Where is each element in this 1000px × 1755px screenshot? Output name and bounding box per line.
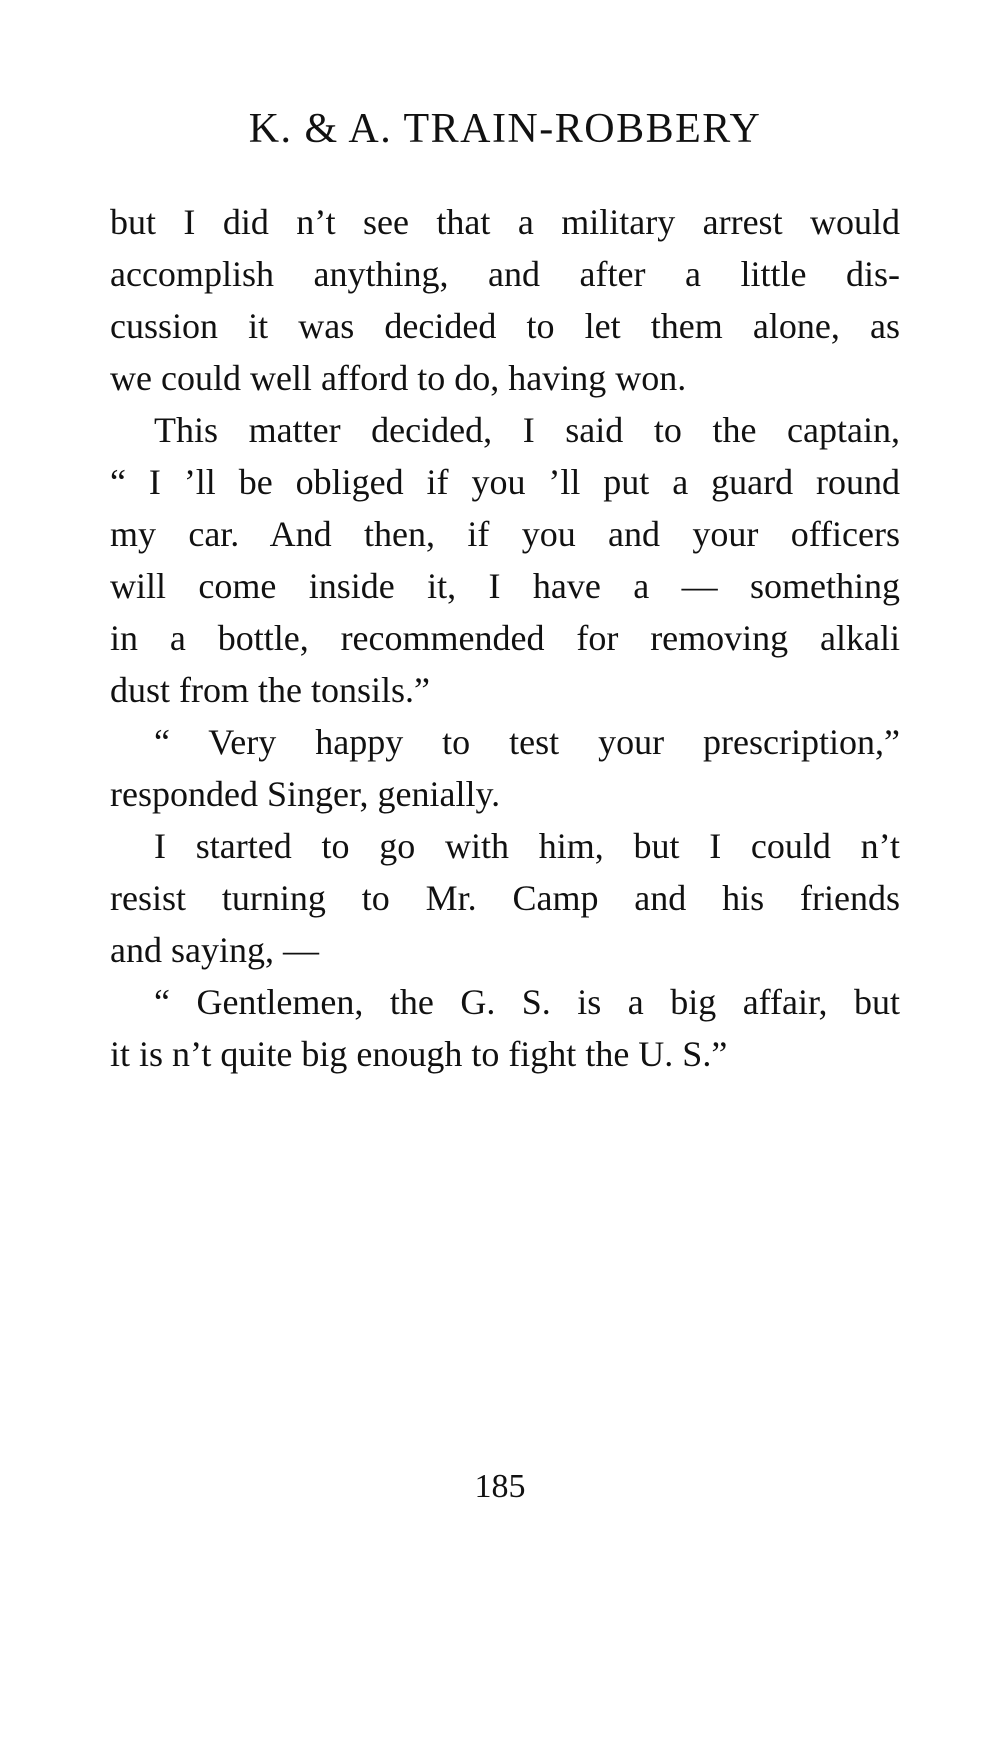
text-line: and saying, — (110, 930, 319, 970)
text-line: accomplish anything, and after a little dis- (110, 254, 900, 294)
paragraph-4 (110, 820, 900, 976)
text-line: cussion it was decided to let them alone, as (110, 306, 900, 346)
text-line: dust from the tonsils.” (110, 670, 430, 710)
text-line: will come inside it, I have a — something (110, 566, 900, 606)
text-line: resist turning to Mr. Camp and his friends (110, 878, 900, 918)
text-line: responded Singer, genially. (110, 774, 501, 814)
paragraph-3 (110, 716, 900, 820)
page-number: 185 (474, 1468, 526, 1505)
text-line: my car. And then, if you and your officers (110, 514, 900, 554)
text-line: This matter decided, I said to the captain, (154, 410, 900, 450)
text-line: in a bottle, recommended for removing alkali (110, 618, 900, 658)
body-text (110, 196, 900, 1080)
text-line: “ Very happy to test your prescription,” (154, 722, 900, 762)
text-line: but I did n’t see that a military arrest would (110, 202, 900, 242)
text-line: I started to go with him, but I could n’t (154, 826, 900, 866)
paragraph-1 (110, 196, 900, 404)
text-line: “ I ’ll be obliged if you ’ll put a guard round (110, 462, 900, 502)
paragraph-5 (110, 976, 900, 1080)
text-line: “ Gentlemen, the G. S. is a big affair, but (154, 982, 900, 1022)
text-line: we could well afford to do, having won. (110, 358, 687, 398)
running-head: K. & A. TRAIN-ROBBERY (248, 106, 762, 152)
paragraph-2 (110, 404, 900, 716)
text-line: it is n’t quite big enough to fight the U. S.” (110, 1034, 728, 1074)
